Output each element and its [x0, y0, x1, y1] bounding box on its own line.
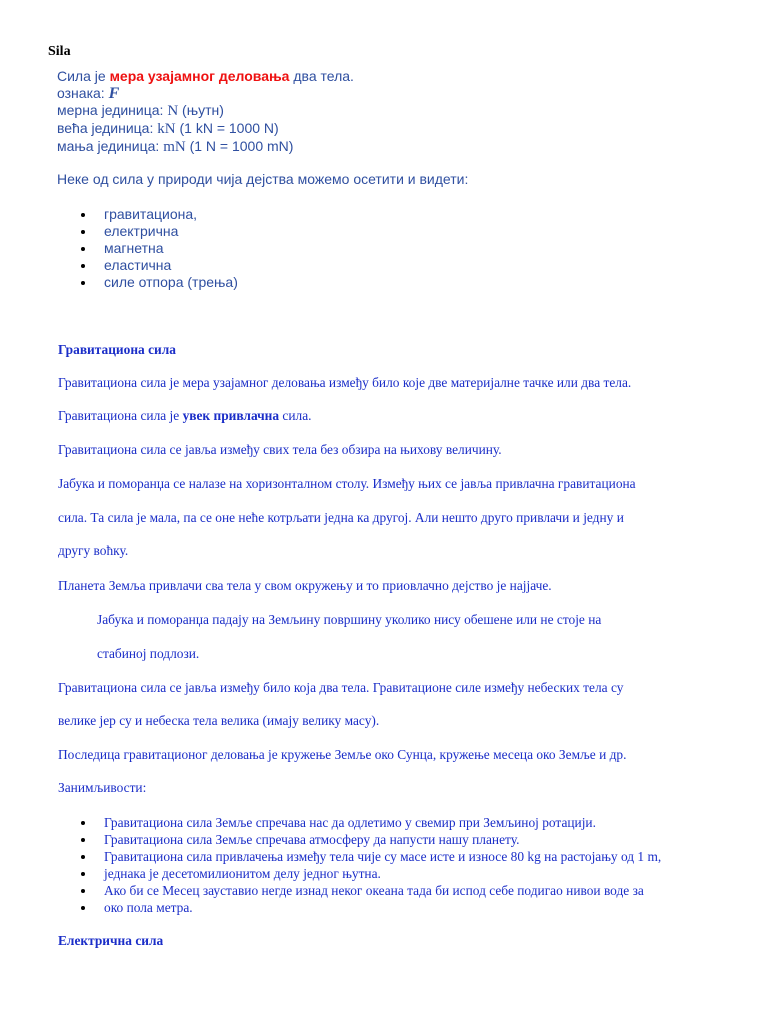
paragraph-bold: увек привлачна [182, 408, 280, 423]
unit-label: мерна јединица: [57, 102, 168, 118]
facts-heading: Занимљивости: [58, 780, 147, 795]
section-heading-gravity: Гравитациона сила [58, 342, 176, 357]
indented-paragraph-line: стабиној подлози. [97, 646, 200, 661]
smaller-unit-conversion: (1 N = 1000 mN) [185, 138, 294, 154]
symbol-line [57, 85, 354, 102]
list-item: магнетна [0, 240, 238, 257]
definition-line [57, 68, 354, 85]
paragraph-line: велике јер су и небеска тела велика (имају велику масу). [58, 713, 380, 728]
paragraph-line: сила. Та сила је мала, па се оне неће котрљати једна ка другој. Али нешто друго привлачи и једну и [58, 510, 624, 525]
paragraph-line: Гравитациона сила се јавља између било која два тела. Гравитационе силе између небеских тела су [58, 680, 624, 695]
larger-unit-line [57, 120, 354, 138]
larger-unit-symbol: kN [157, 121, 176, 137]
list-item: једнака је десетомилионитом делу једног њутна. [0, 865, 661, 882]
list-item: електрична [0, 223, 238, 240]
paragraph: Планета Земља привлачи сва тела у свом окружењу и то приовлачно дејство је најјаче. [58, 578, 552, 593]
unit-line [57, 102, 354, 120]
paragraph [58, 408, 312, 424]
document-title: Sila [48, 44, 71, 59]
paragraph-text-end: сила. [279, 408, 312, 423]
symbol-value: F [108, 85, 120, 102]
larger-unit-conversion: (1 kN = 1000 N) [175, 120, 279, 136]
smaller-unit-symbol: mN [163, 139, 186, 155]
list-item: Гравитациона сила привлачења између тела чије су масе исте и износе 80 kg на растојању од 1 m, [0, 848, 661, 865]
symbol-label: ознака: [57, 85, 109, 101]
smaller-unit-label: мања јединица: [57, 138, 164, 154]
larger-unit-label: већа јединица: [57, 120, 158, 136]
definition-bold: мера узајамног деловања [109, 68, 290, 84]
section-heading-electric: Електрична сила [58, 933, 164, 948]
list-item: еластична [0, 257, 238, 274]
paragraph-text: Гравитациона сила је [58, 408, 183, 423]
unit-symbol: N [167, 103, 179, 119]
list-item: Гравитациона сила Земље спречава атмосферу да напусти нашу планету. [0, 831, 661, 848]
paragraph: Гравитациона сила је мера узајамног деловања између било које две материјалне тачке или два тела. [58, 375, 632, 390]
list-item: гравитациона, [0, 206, 238, 223]
force-definition [57, 68, 354, 156]
unit-name: (њутн) [178, 102, 224, 118]
list-item: силе отпора (трења) [0, 274, 238, 291]
facts-list [0, 814, 661, 916]
paragraph: Последица гравитационог деловања је кружење Земље око Сунца, кружење месеца око Земље и др. [58, 747, 627, 762]
list-item: Гравитациона сила Земље спречава нас да одлетимо у свемир при Земљиној ротацији. [0, 814, 661, 831]
paragraph-line: другу воћку. [58, 543, 129, 558]
indented-paragraph-line: Јабука и поморанџа падају на Земљину површину уколико нису обешене или не стоје на [97, 612, 602, 627]
definition-text-end: два тела. [289, 68, 354, 84]
paragraph: Гравитациона сила се јавља између свих тела без обзира на њихову величину. [58, 442, 502, 457]
forces-list [0, 206, 238, 291]
paragraph-line: Јабука и поморанџа се налазе на хоризонталном столу. Између њих се јавља привлачна гравитациона [58, 476, 636, 491]
list-item: око пола метра. [0, 899, 661, 916]
definition-text: Сила је [57, 68, 110, 84]
highlight-red [110, 68, 290, 84]
list-item: Ако би се Месец зауставио негде изнад неког океана тада би испод себе подигао нивои воде за [0, 882, 661, 899]
forces-intro: Неке од сила у природи чија дејства можемо осетити и видети: [57, 171, 469, 187]
smaller-unit-line [57, 138, 354, 156]
